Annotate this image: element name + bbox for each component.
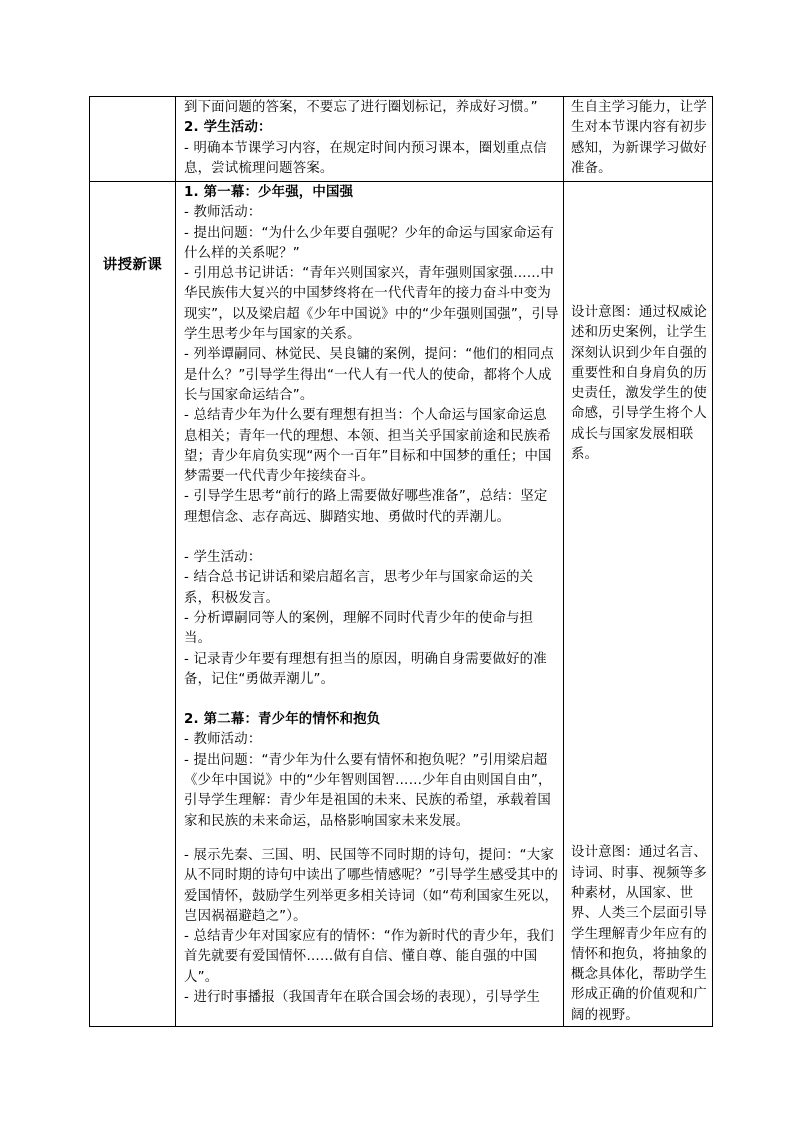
act2-teacher-item: - 进行时事播报（我国青年在联合国会场的表现），引导学生 <box>184 989 541 1005</box>
act1-teacher-item: - 提出问题：“为什么少年要自强呢？少年的命运与国家命运有什么样的关系呢？” <box>184 225 554 261</box>
act1-student-item: - 结合总书记讲话和梁启超名言，思考少年与国家命运的关系，积极发言。 <box>184 570 534 606</box>
intent-cell-new-lesson <box>564 182 713 1027</box>
stage-label: 讲授新课 <box>102 257 163 273</box>
act1-student-heading: - 学生活动： <box>184 550 262 566</box>
act2-heading: 2. 第二幕：青少年的情怀和抱负 <box>184 712 381 728</box>
preview-line-1: 到下面问题的答案，不要忘了进行圈划标记，养成好习惯。” <box>184 100 538 115</box>
act2-teacher-item: - 展示先秦、三国、明、民国等不同时期的诗句，提问：“大家从不同时期的诗句中读出了哪些情感呢？”引导学生感受其中的爱国情怀，鼓励学生列举更多相关诗词（如“苟利国家生死以，岂因祸福避趋之”）。 <box>184 847 559 924</box>
table-row-preview <box>90 97 713 182</box>
intent-cell-preview <box>564 97 713 182</box>
act1-teacher-item: - 引用总书记讲话：“青年兴则国家兴，青年强则国家强……中华民族伟大复兴的中国梦终将在一代代青年的接力奋斗中变为现实”，以及梁启超《少年中国说》中的“少年强则国强”，引导学生思考少年与国家的关系。 <box>184 266 559 343</box>
content-cell-preview <box>176 97 564 182</box>
preview-line-3: - 明确本节课学习内容，在规定时间内预习课本，圈划重点信息，尝试梳理问题答案。 <box>184 140 547 176</box>
stage-cell-empty <box>90 97 176 182</box>
lesson-plan-table <box>89 96 713 1027</box>
content-cell-new-lesson <box>176 182 564 1027</box>
act1-teacher-item: - 总结青少年为什么要有理想有担当：个人命运与国家命运息息相关；青年一代的理想、本领、担当关乎国家前途和民族希望；青少年肩负实现“两个一百年”目标和中国梦的重任；中国梦需要一代代青少年接续奋斗。 <box>184 408 552 485</box>
stage-cell-new-lesson <box>90 182 176 1027</box>
act1-teacher-item: - 引导学生思考“前行的路上需要做好哪些准备”，总结：坚定理想信念、志存高远、脚踏实地、勇做时代的弄潮儿。 <box>184 489 548 525</box>
act1-teacher-item: - 列举谭嗣同、林觉民、吴良镛的案例，提问：“他们的相同点是什么？”引导学生得出“一代人有一代人的使命，都将个人成长与国家命运结合”。 <box>184 347 554 403</box>
design-intent-preview: 生自主学习能力，让学生对本节课内容有初步感知，为新课学习做好准备。 <box>571 100 707 176</box>
table-row-new-lesson <box>90 182 713 1027</box>
design-intent-act1: 设计意图：通过权威论述和历史案例，让学生深刻认识到少年自强的重要性和自身肩负的历史责任，激发学生的使命感，引导学生将个人成长与国家发展相联系。 <box>571 305 707 463</box>
student-activity-heading: 2. 学生活动： <box>184 120 272 136</box>
act1-student-item: - 记录青少年要有理想有担当的原因，明确自身需要做好的准备，记住“勇做弄潮儿”。 <box>184 651 547 687</box>
act1-student-item: - 分析谭嗣同等人的案例，理解不同时代青少年的使命与担当。 <box>184 610 534 647</box>
act1-heading: 1. 第一幕：少年强，中国强 <box>184 185 354 200</box>
act2-teacher-item: - 总结青少年对国家应有的情怀：“作为新时代的青少年，我们首先就要有爱国情怀……做有自信、懂自尊、能自强的中国人”。 <box>184 929 554 985</box>
act1-teacher-heading: - 教师活动： <box>184 205 262 221</box>
act2-teacher-heading: - 教师活动： <box>184 732 262 748</box>
act2-teacher-item: - 提出问题：“青少年为什么要有情怀和抱负呢？”引用梁启超《少年中国说》中的“少年智则国智……少年自由则国自由”，引导学生理解：青少年是祖国的未来、民族的希望，承载着国家和民族的未来命运，品格影响国家未来发展。 <box>184 752 552 829</box>
design-intent-act2: 设计意图：通过名言、诗词、时事、视频等多种素材，从国家、世界、人类三个层面引导学生理解青少年应有的情怀和抱负，将抽象的概念具体化，帮助学生形成正确的价值观和广阔的视野。 <box>571 845 707 1023</box>
